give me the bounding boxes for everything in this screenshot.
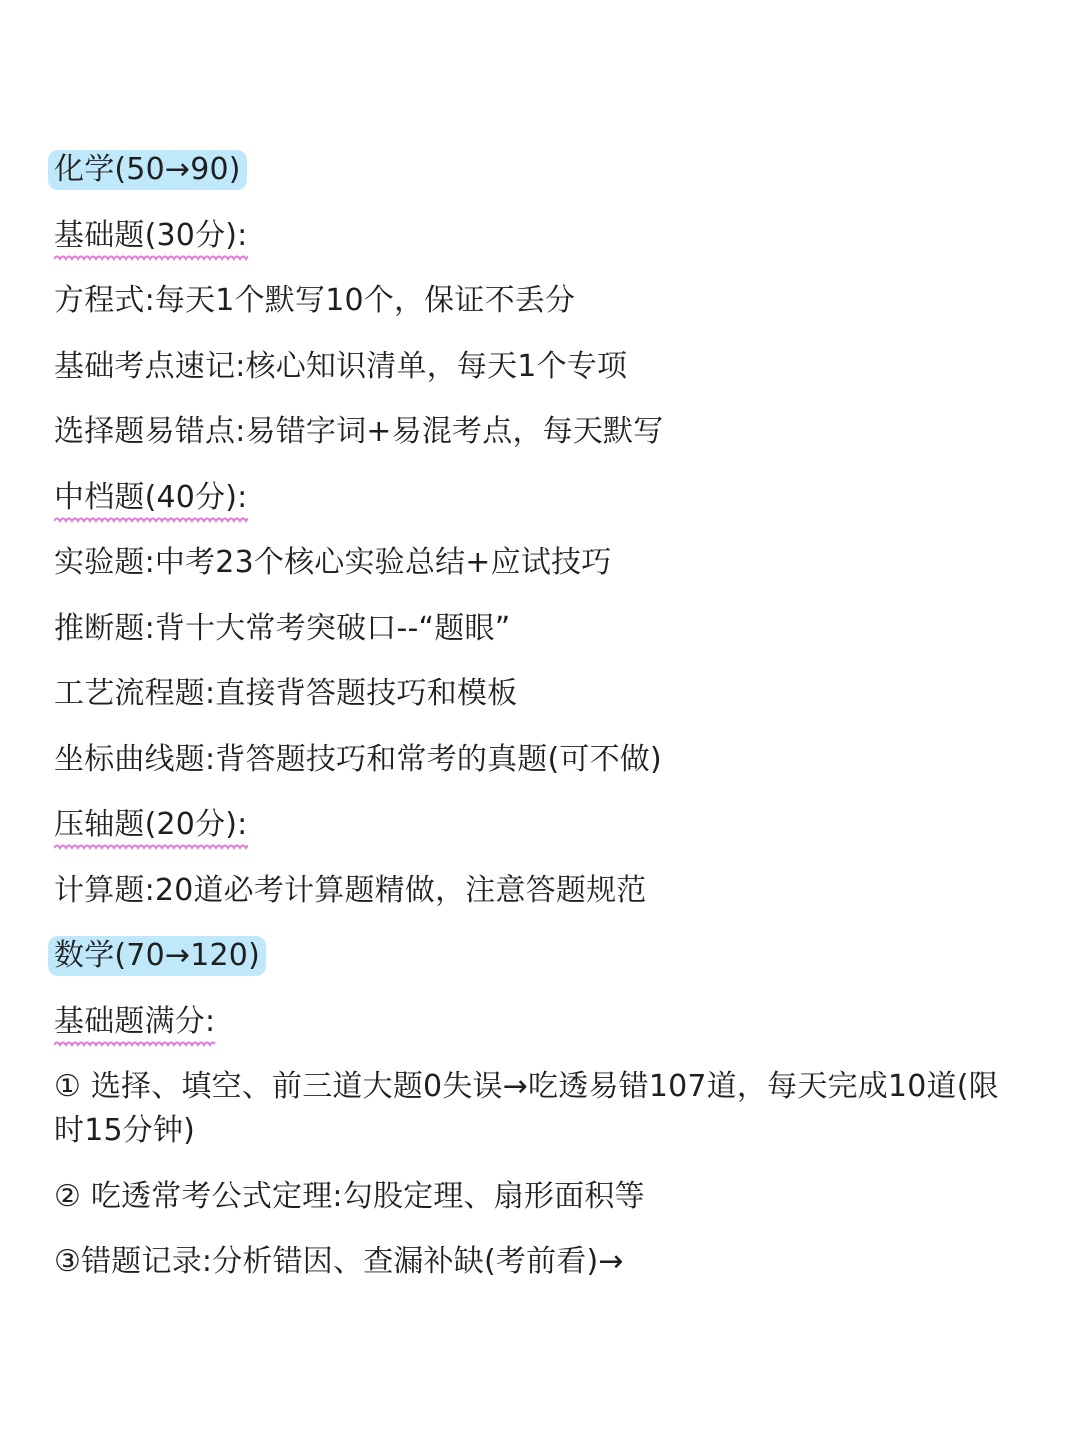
- list-item: 工艺流程题:直接背答题技巧和模板: [54, 676, 518, 711]
- math-title: 数学(70→120): [48, 936, 266, 976]
- list-item: 计算题:20道必考计算题精做，注意答题规范: [54, 872, 647, 908]
- list-item: 方程式:每天1个默写10个，保证不丢分: [54, 283, 576, 318]
- list-item: 坐标曲线题:背答题技巧和常考的真题(可不做): [54, 741, 662, 777]
- chemistry-basic-heading: [54, 216, 248, 256]
- chemistry-title-row: [54, 148, 1026, 192]
- note-content: [54, 148, 1026, 1306]
- list-item: 推断题:背十大常考突破口--“题眼”: [54, 610, 511, 646]
- chemistry-basic-heading-row: [54, 214, 1026, 258]
- chemistry-hard-heading-text: 压轴题(20分):: [54, 807, 248, 842]
- math-basic-heading: [54, 1002, 215, 1042]
- list-item: ③错题记录:分析错因、查漏补缺(考前看)→: [54, 1244, 624, 1279]
- chemistry-hard-heading-row: [54, 803, 1026, 847]
- chemistry-title: 化学(50→90): [48, 150, 247, 190]
- wavy-underline-decoration: [54, 1040, 215, 1050]
- list-item: 实验题:中考23个核心实验总结+应试技巧: [54, 545, 612, 580]
- wavy-underline-decoration: [54, 516, 248, 526]
- math-title-row: [54, 934, 1026, 978]
- wavy-underline-decoration: [54, 254, 248, 264]
- list-item: ① 选择、填空、前三道大题0失误→吃透易错107道，每天完成10道(限时15分钟): [54, 1069, 999, 1148]
- chemistry-hard-heading: [54, 805, 248, 845]
- chemistry-mid-heading-row: [54, 476, 1026, 520]
- math-basic-heading-row: [54, 1000, 1026, 1044]
- chemistry-mid-heading: [54, 478, 248, 518]
- list-item: 选择题易错点:易错字词+易混考点，每天默写: [54, 414, 664, 449]
- list-item: 基础考点速记:核心知识清单，每天1个专项: [54, 348, 628, 384]
- math-basic-heading-text: 基础题满分:: [54, 1003, 216, 1039]
- chemistry-basic-heading-text: 基础题(30分):: [54, 217, 248, 253]
- wavy-underline-decoration: [54, 843, 248, 853]
- chemistry-mid-heading-text: 中档题(40分):: [54, 479, 248, 515]
- list-item: ② 吃透常考公式定理:勾股定理、扇形面积等: [54, 1178, 645, 1214]
